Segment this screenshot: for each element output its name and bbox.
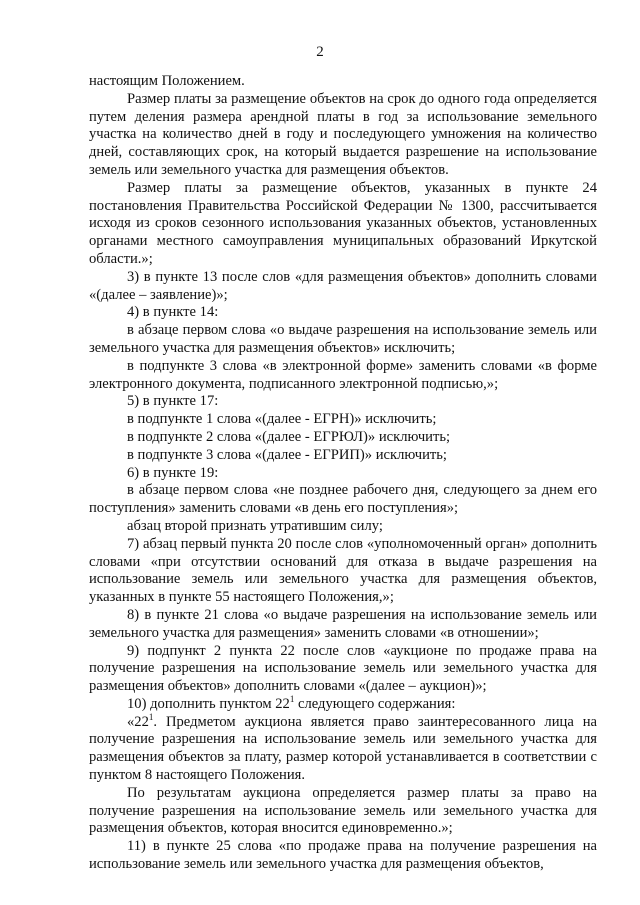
paragraph: в подпункте 3 слова «в электронной форме» заменить словами «в форме электронного документа, подписанного электронной подписью,»; <box>89 357 597 392</box>
paragraph: «$22^1$. Предметом аукциона является право заинтересованного лица на получение разрешения на использование земель или земельного участка для размещения объектов за плату, размер которой устанавливается в соответствии с пунктом 8 настоящего Положения. <box>89 711 597 784</box>
paragraph: 5) в пункте 17: <box>127 393 219 410</box>
paragraph: 6) в пункте 19: <box>127 464 219 481</box>
paragraph: 4) в пункте 14: <box>127 304 219 321</box>
paragraph: 9) подпункт 2 пункта 22 после слов «аукционе по продаже права на получение разрешения на использование земель или земельного участка для размещения объектов» дополнить словами «(далее – аукцион)»; <box>89 642 597 695</box>
paragraph: в подпункте 3 слова «(далее - ЕГРИП)» исключить; <box>127 446 447 463</box>
paragraph: 11) в пункте 25 слова «по продаже права на получение разрешения на использование земель или земельного участка для размещения объектов, <box>89 838 597 873</box>
paragraph: 7) абзац первый пункта 20 после слов «уполномоченный орган» дополнить словами «при отсутствии оснований для отказа в выдаче разрешения на использование земель или земельного участка для размещения объектов, указанных в пункте 55 настоящего Положения,»; <box>89 535 597 606</box>
paragraph: 3) в пункте 13 после слов «для размещения объектов» дополнить словами «(далее – заявление)»; <box>89 268 597 303</box>
paragraph: в абзаце первом слова «о выдаче разрешения на использование земель или земельного участка для размещения объектов» исключить; <box>89 322 597 356</box>
paragraph: в подпункте 1 слова «(далее - ЕГРН)» исключить; <box>127 411 437 428</box>
paragraph: в абзаце первом слова «не позднее рабочего дня, следующего за днем его поступления» заменить словами «в день его поступления»; <box>89 482 597 517</box>
page-number: 2 <box>316 44 324 60</box>
paragraph: абзац второй признать утратившим силу; <box>127 517 383 534</box>
paragraph: 8) в пункте 21 слова «о выдаче разрешения на использование земель или земельного участка для размещения» заменить словами «в отношении»; <box>89 606 597 641</box>
paragraph: 10) дополнить пунктом $22^1$ следующего содержания: <box>127 693 456 712</box>
paragraph: По результатам аукциона определяется размер платы за право на получение разрешения на использование земель или земельного участка для размещения объектов, которая вносится единовременно.»; <box>89 784 597 837</box>
paragraph: в подпункте 2 слова «(далее - ЕГРЮЛ)» исключить; <box>127 428 451 445</box>
paragraph: Размер платы за размещение объектов, указанных в пункте 24 постановления Правительства Российской Федерации № 1300, рассчитывается исходя из сроков сезонного использования указанных объектов, установленных органами местного самоуправления муниципальных образований Иркутской области.»; <box>89 179 597 267</box>
paragraph: Размер платы за размещение объектов на срок до одного года определяется путем деления размера арендной платы в год за использование земельного участка на количество дней в году и последующего умножения на количество дней, составляющих срок, на который выдается разрешение на использование земель или земельного участка для размещения объектов. <box>89 90 597 178</box>
paragraph: настоящим Положением. <box>89 73 245 89</box>
document-body <box>89 73 597 874</box>
